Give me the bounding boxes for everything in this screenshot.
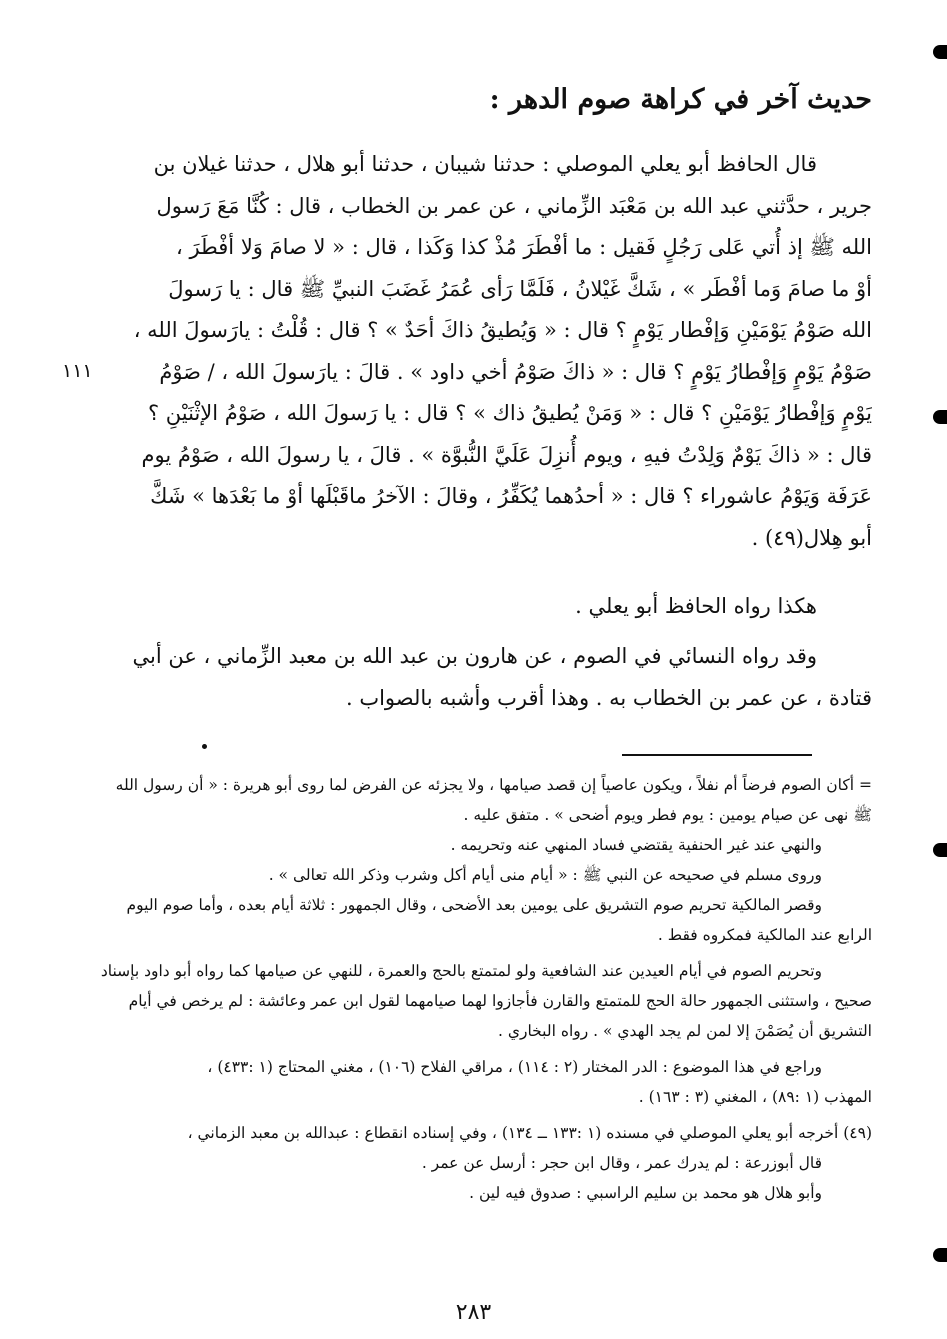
text-line: وقد رواه النسائي في الصوم ، عن هارون بن عبد الله بن معبد الزِّماني ، عن أبي <box>132 644 817 668</box>
text-line: صَوْمُ يَوْمٍ وَإفْطارُ يَوْمٍ ؟ قال : « ذاكَ صَوْمُ أخي داود » . قالَ : يارَسولَ الله ، / صَوْمُ <box>159 359 872 384</box>
text-line: جرير ، حدَّثني عبد الله بن مَعْبَد الزِّماني ، عن عمر بن الخطاب ، قال : كُنَّا مَعَ رَسول <box>156 193 872 218</box>
hadith-paragraph <box>72 144 872 559</box>
scan-binding-mark <box>933 410 947 424</box>
footnote-line: الرابع عند المالكية فمكروه فقط . <box>657 926 872 944</box>
text-line: أوْ ما صامَ وَما أفْطَر » ، شَكَّ غَيْلانُ ، فَلَمَّا رَأى عُمَرُ غَضَبَ النبيِّ ﷺ قال : يا رَسولَ <box>168 276 872 301</box>
footnote-line: قال أبوزرعة : لم يدرك عمر ، وقال ابن حجر : أرسل عن عمر . <box>421 1154 822 1172</box>
page-number: ٢٨٣ <box>455 1300 492 1325</box>
text-line: هكذا رواه الحافظ أبو يعلي . <box>575 594 817 618</box>
margin-page-reference: ١١١ <box>62 360 93 382</box>
scan-binding-mark <box>933 1248 947 1262</box>
footnote-line: = أكان الصوم فرضاً أم نفلاً ، ويكون عاصياً إن قصد صيامها ، ولا يجزئه عن الفرض لما روى أبو هريرة : « أن رسول الله <box>115 776 872 794</box>
footnote-line: وتحريم الصوم في أيام العيدين عند الشافعية ولو لمتمتع بالحج والعمرة ، للنهي عن صيامها كما رواه أبو داود بإسناد <box>100 962 822 980</box>
footnote-line: وقصر المالكية تحريم صوم التشريق على يومين بعد الأضحى ، وقال الجمهور : ثلاثة أيام بعده ، وأما صوم اليوم <box>126 896 822 914</box>
scan-binding-mark <box>933 45 947 59</box>
footnote-line: وراجع في هذا الموضوع : الدر المختار (٢ : ١١٤) ، مراقي الفلاح (١٠٦) ، مغني المحتاج (١ :٤٣٣) ، <box>207 1058 822 1076</box>
text-line: الله ﷺ إذ أُتي عَلى رَجُلٍ فَقيل : ما أفْطَرَ مُذْ كذا وَكَذا ، قال : « لا صامَ وَلا أفْطَرَ ، <box>176 235 872 259</box>
footnote-line: المهذب (١ :٨٩) ، المغني (٣ : ١٦٣) . <box>638 1088 872 1106</box>
text-line: قال : « ذاكَ يَوْمٌ وَلِدْتُ فيهِ ، ويوم أُنزِلَ عَلَيَّ النُّبوَّة » . قالَ ، يا رسولَ الله ، صَوْمُ يوم <box>141 442 872 467</box>
section-heading: حديث آخر في كراهة صوم الدهر : <box>489 84 872 115</box>
footnote-line: وروى مسلم في صحيحه عن النبي ﷺ : « أيام منى أيام أكل وشرب وذكر الله تعالى » . <box>268 866 822 884</box>
narration-paragraph <box>72 634 872 717</box>
footnote-separator <box>622 754 812 756</box>
footnote-line: صحيح ، واستثنى الجمهور حالة الحج للمتمتع والقارن فأجازوا لهما صيامهما لقول ابن عمر وعائشة : لم يرخص في أيام <box>128 992 872 1010</box>
stray-dot <box>202 744 207 749</box>
scan-binding-mark <box>933 843 947 857</box>
text-line: أبو هِلال(٤٩) . <box>751 525 872 550</box>
text-line: الله صَوْمُ يَوْمَيْنِ وَإفْطار يَوْمٍ ؟ قال : « وَيُطيقُ ذاكَ أحَدٌ » ؟ قال : قُلْتُ : يارَسولَ الله ، <box>133 318 872 342</box>
footnotes <box>72 770 872 1208</box>
footnote-line: والنهي عند غير الحنفية يقتضي فساد المنهي عنه وتحريمه . <box>450 836 822 854</box>
text-line: قال الحافظ أبو يعلي الموصلي : حدثنا شيبان ، حدثنا أبو هلال ، حدثنا غيلان بن <box>153 152 817 176</box>
footnote-line: (٤٩) أخرجه أبو يعلي الموصلي في مسنده (١ :١٣٣ ــ ١٣٤) ، وفي إسناده انقطاع : عبدالله بن معبد الزماني ، <box>187 1124 872 1142</box>
text-line: يَوْمٍ وَإفْطارُ يَوْمَيْنِ ؟ قال : « وَمَنْ يُطيقُ ذاك » ؟ قال : يا رَسولَ الله ، صَوْمُ الإثْنَيْنِ ؟ <box>147 401 872 425</box>
narration-note <box>72 584 872 626</box>
text-line: عَرَفَة وَيَوْمُ عاشوراء ؟ قال : « أحدُهما يُكَفِّرُ ، وقالَ : الآخرُ ماقَبْلَها أوْ ما بَعْدَها » شَكَّ <box>150 484 872 508</box>
footnote-line: ﷺ نهى عن صيام يومين : يوم فطر ويوم أضحى » . متفق عليه . <box>463 806 872 824</box>
text-line: قتادة ، عن عمر بن الخطاب به . وهذا أقرب وأشبه بالصواب . <box>345 685 872 710</box>
footnote-line: وأبو هلال هو محمد بن سليم الراسبي : صدوق فيه لين . <box>469 1184 822 1202</box>
footnote-line: التشريق أن يُصَمْنَ إلا لمن لم يجد الهدي » . رواه البخاري . <box>497 1022 872 1040</box>
